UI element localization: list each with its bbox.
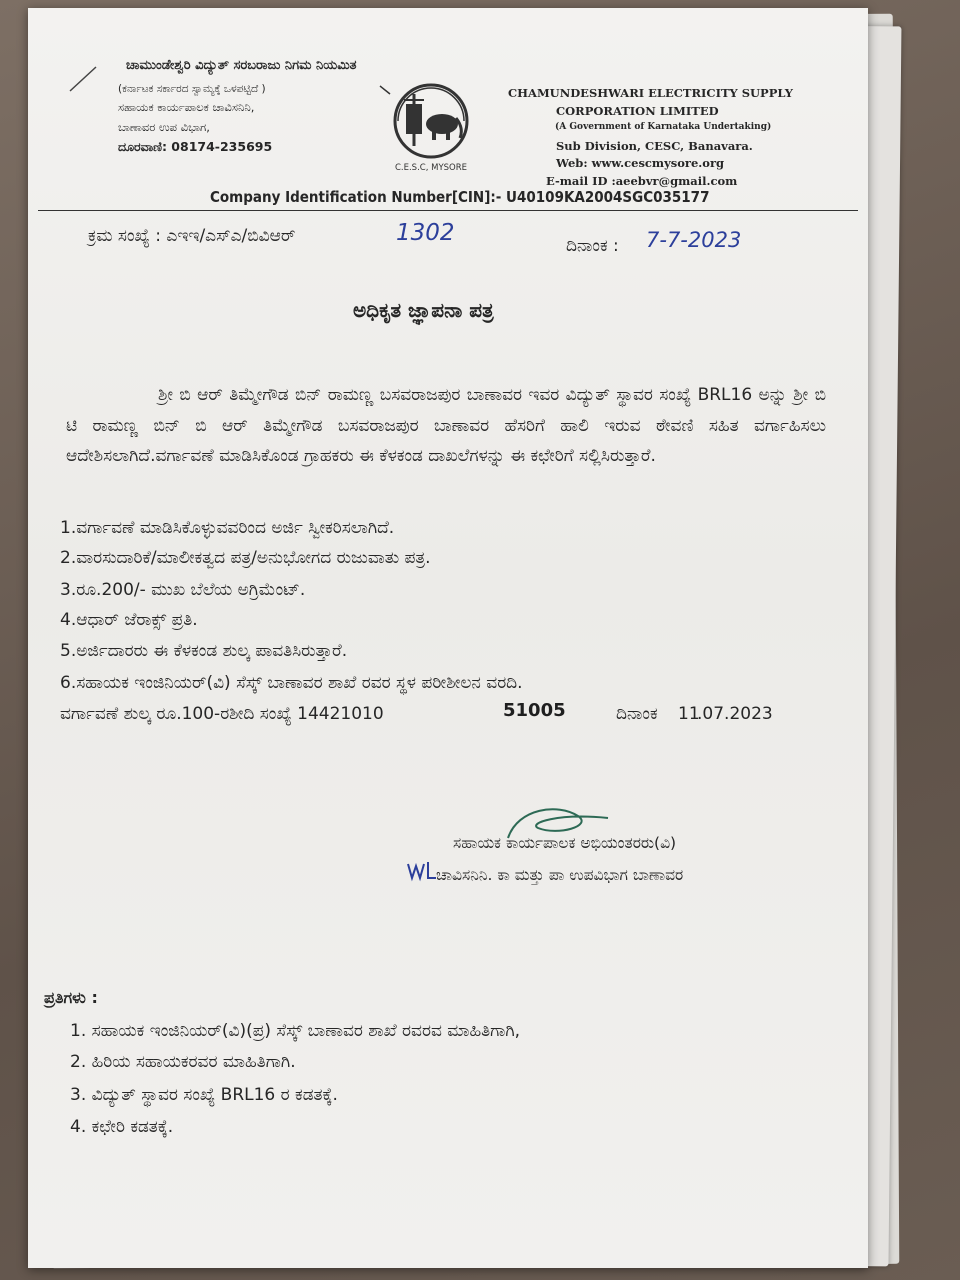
- letterhead-phone: ದೂರವಾಣಿ: 08174-235695: [118, 139, 273, 154]
- copy-item-2: 2. ಹಿರಿಯ ಸಹಾಯಕರವರ ಮಾಹಿತಿಗಾಗಿ.: [70, 1052, 296, 1072]
- document-item-3: 3.ರೂ.200/- ಮುಖ ಬೆಲೆಯ ಅಗ್ರಿಮೆಂಟ್.: [60, 580, 306, 600]
- copy-item-4: 4. ಕಛೇರಿ ಕಡತಕ್ಕೆ.: [70, 1117, 174, 1137]
- letterhead-kn-name: ಚಾಮುಂಡೇಶ್ವರಿ ವಿದ್ಯುತ್ ಸರಬರಾಜು ನಿಗಮ ನಿಯಮಿತ: [126, 58, 357, 73]
- document-item-6: 6.ಸಹಾಯಕ ಇಂಜಿನಿಯರ್(ವಿ) ಸೆಸ್ಕ್ ಬಾಣಾವರ ಶಾಖೆ ರವರ ಸ್ಥಳ ಪರೀಶೀಲನ ವರದಿ.: [60, 673, 523, 693]
- fee-text: ವರ್ಗಾವಣೆ ಶುಲ್ಕ ರೂ.100-ರಶೀದಿ ಸಂಖ್ಯೆ 14421010: [60, 704, 384, 724]
- document-item-4: 4.ಆಧಾರ್ ಜೆರಾಕ್ಸ್ ಪ್ರತಿ.: [60, 610, 198, 630]
- letterhead-en-undertaking: (A Government of Karnataka Undertaking): [555, 122, 772, 132]
- signature-designation: ಸಹಾಯಕ ಕಾರ್ಯಪಾಲಕ ಅಭಿಯಂತರರು(ವಿ): [453, 834, 677, 852]
- copies-heading: ಪ್ರತಿಗಳು :: [44, 988, 98, 1007]
- copy-item-1: 1. ಸಹಾಯಕ ಇಂಜಿನಿಯರ್(ವಿ)(ಪ್ರ) ಸೆಸ್ಕ್ ಬಾಣಾವರ ಶಾಖೆ ರವರವ ಮಾಹಿತಿಗಾಗಿ,: [70, 1021, 521, 1041]
- pen-mark: [66, 63, 100, 93]
- document-item-2: 2.ವಾರಸುದಾರಿಕೆ/ಮಾಲೀಕತ್ವದ ಪತ್ರ/ಅನುಭೋಗದ ರುಜುವಾತು ಪತ್ರ.: [60, 548, 431, 568]
- letterhead-en-subdivision: Sub Division, CESC, Banavara.: [556, 139, 753, 153]
- signature-office: ಚಾವಿಸನಿನಿ. ಕಾ ಮತ್ತು ಪಾ ಉಪವಿಭಾಗ ಬಾಣಾವರ: [436, 866, 684, 884]
- fee-date-day: 11: [678, 704, 700, 724]
- letterhead-kn-office: ಸಹಾಯಕ ಕಾರ್ಯಪಾಲಕ ಚಾವಿಸನಿನಿ,: [118, 100, 255, 114]
- date-label: ದಿನಾಂಕ :: [566, 236, 619, 256]
- cesc-logo: [376, 76, 486, 176]
- fee-date-rest: .07.2023: [697, 704, 773, 724]
- letterhead-kn-subdivision: ಬಾಣಾವರ ಉಪ ವಿಭಾಗ,: [118, 120, 210, 134]
- order-paragraph: ಶ್ರೀ ಬಿ ಆರ್ ತಿಮ್ಮೇಗೌಡ ಬಿನ್ ರಾಮಣ್ಣ ಬಸವರಾಜಪುರ ಬಾಣಾವರ ಇವರ ವಿದ್ಯುತ್ ಸ್ಥಾವರ ಸಂಖ್ಯೆ BRL16 ಅನ್ನು ಶ್ರೀ ಬಿ ಟಿ ರಾಮಣ್ಣ ಬಿನ್ ಬಿ ಆರ್ ತಿಮ್ಮೇಗೌಡ ಬಸವರಾಜಪುರ ಬಾಣಾವರ ಹೆಸರಿಗೆ ಹಾಲಿ ಇರುವ ಠೇವಣಿ ಸಹಿತ ವರ್ಗಾಹಿಸಲು ಆದೇಶಿಸಲಾಗಿದೆ.ವರ್ಗಾವಣೆ ಮಾಡಿಸಿಕೊಂಡ ಗ್ರಾಹಕರು ಈ ಕೆಳಕಂಡ ದಾಖಲೆಗಳನ್ನು ಈ ಕಛೇರಿಗೆ ಸಲ್ಲಿಸಿರುತ್ತಾರೆ.: [66, 385, 826, 466]
- reference-label: ಕ್ರಮ ಸಂಖ್ಯೆ : ಎಇಇ/ಎಸ್ಎ/ಬಿವಿಆರ್: [88, 226, 296, 246]
- cin-line: Company Identification Number[CIN]:- U40109KA2004SGC035177: [210, 188, 710, 206]
- reference-number-handwritten: 1302: [396, 220, 455, 246]
- letterhead-web: Web: www.cescmysore.org: [556, 156, 725, 170]
- fee-date-label: ದಿನಾಂಕ: [616, 704, 658, 724]
- initials-handwritten: [406, 860, 438, 882]
- letterhead-en-name: CHAMUNDESHWARI ELECTRICITY SUPPLY: [508, 86, 793, 100]
- date-handwritten: 7-7-2023: [646, 228, 742, 252]
- letterhead-en-corp: CORPORATION LIMITED: [556, 104, 719, 118]
- receipt-suffix-handwritten: 51005: [503, 700, 566, 721]
- letterhead-kn-undertaking: (ಕರ್ನಾಟಕ ಸರ್ಕಾರದ ಸ್ವಾಮ್ಯಕ್ಕೆ ಒಳಪಟ್ಟಿದೆ ): [118, 83, 266, 95]
- page-title: ಅಧಿಕೃತ ಜ್ಞಾಪನಾ ಪತ್ರ: [353, 298, 494, 322]
- document-item-1: 1.ವರ್ಗಾವಣೆ ಮಾಡಿಸಿಕೊಳ್ಳುವವರಿಂದ ಅರ್ಜಿ ಸ್ವೀಕರಿಸಲಾಗಿದೆ.: [60, 518, 395, 538]
- letter-page: [28, 8, 868, 1268]
- copy-item-3: 3. ವಿದ್ಯುತ್ ಸ್ಥಾವರ ಸಂಖ್ಯೆ BRL16 ರ ಕಡತಕ್ಕೆ.: [70, 1085, 338, 1105]
- document-item-5: 5.ಅರ್ಜಿದಾರರು ಈ ಕೆಳಕಂಡ ಶುಲ್ಕ ಪಾವತಿಸಿರುತ್ತಾರೆ.: [60, 641, 348, 661]
- letterhead-email: E-mail ID :aeebvr@gmail.com: [546, 174, 738, 188]
- header-divider: [38, 210, 858, 211]
- logo-caption: C.E.S.C, MYSORE: [394, 163, 468, 173]
